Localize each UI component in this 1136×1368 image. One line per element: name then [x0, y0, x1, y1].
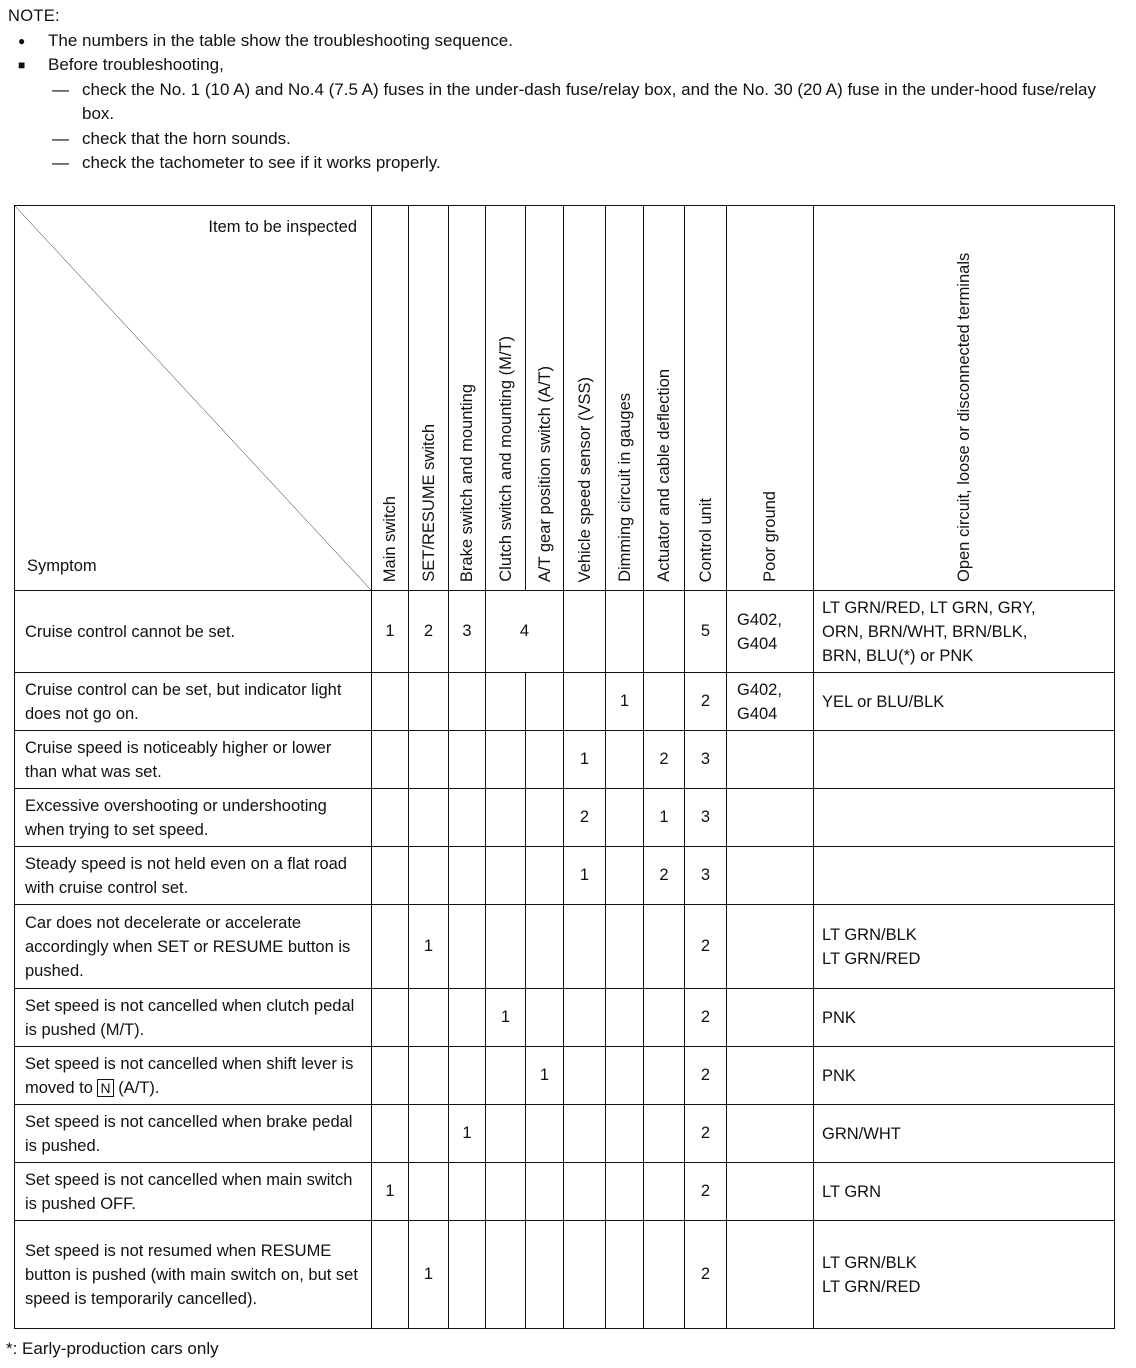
control-unit-cell: 3: [685, 847, 727, 905]
table-row: [15, 847, 1115, 905]
dash-icon: —: [52, 128, 69, 148]
header-dimming: Dimming circuit in gauges: [606, 206, 644, 591]
dimming-cell: [606, 905, 644, 989]
vss-cell: [564, 1163, 606, 1221]
corner-cell: [15, 206, 372, 591]
actuator-cell: [644, 1047, 685, 1105]
clutch-cell: [486, 1105, 526, 1163]
header-open-circuit: Open circuit, loose or disconnected terminals: [814, 206, 1115, 591]
main-switch-cell: 1: [372, 1163, 409, 1221]
symptom-cell: Cruise control cannot be set.: [15, 591, 372, 673]
header-poor-ground: Poor ground: [727, 206, 814, 591]
symptom-cell: Steady speed is not held even on a flat road with cruise control set.: [15, 847, 372, 905]
vss-cell: [564, 673, 606, 731]
note-check: — check the tachometer to see if it works properly.: [8, 151, 1128, 176]
main-switch-cell: [372, 989, 409, 1047]
set-resume-cell: [409, 847, 449, 905]
symptom-cell: Set speed is not resumed when RESUME button is pushed (with main switch on, but set speed is temporarily cancelled).: [15, 1221, 372, 1329]
brake-cell: [449, 905, 486, 989]
clutch-cell: [486, 731, 526, 789]
footnote: *: Early-production cars only: [6, 1339, 219, 1358]
clutch-at-cell: 4: [486, 591, 564, 673]
set-resume-cell: 2: [409, 591, 449, 673]
main-switch-cell: 1: [372, 591, 409, 673]
note-bullet: ● The numbers in the table show the troubleshooting sequence.: [8, 29, 1128, 54]
neutral-gear-box: N: [97, 1079, 113, 1097]
ground-cell: [727, 847, 814, 905]
dash-icon: —: [52, 79, 69, 99]
actuator-cell: [644, 989, 685, 1047]
actuator-cell: [644, 1221, 685, 1329]
vss-cell: 1: [564, 847, 606, 905]
clutch-cell: [486, 1221, 526, 1329]
at-gear-cell: [526, 847, 564, 905]
control-unit-cell: 2: [685, 1163, 727, 1221]
at-gear-cell: [526, 1221, 564, 1329]
ground-cell: [727, 1163, 814, 1221]
clutch-cell: 1: [486, 989, 526, 1047]
vss-cell: [564, 591, 606, 673]
dimming-cell: 1: [606, 673, 644, 731]
open-circuit-cell: LT GRN/RED, LT GRN, GRY, ORN, BRN/WHT, BRN/BLK, BRN, BLU(*) or PNK: [814, 591, 1115, 673]
open-circuit-cell: PNK: [814, 989, 1115, 1047]
vss-cell: [564, 905, 606, 989]
actuator-cell: [644, 905, 685, 989]
header-control-unit: Control unit: [685, 206, 727, 591]
vss-cell: [564, 1047, 606, 1105]
at-gear-cell: [526, 1163, 564, 1221]
dimming-cell: [606, 789, 644, 847]
clutch-cell: [486, 789, 526, 847]
set-resume-cell: [409, 731, 449, 789]
control-unit-cell: 2: [685, 673, 727, 731]
clutch-cell: [486, 905, 526, 989]
symptom-cell: Cruise control can be set, but indicator light does not go on.: [15, 673, 372, 731]
symptom-label: Symptom: [27, 557, 97, 575]
clutch-cell: [486, 1047, 526, 1105]
clutch-cell: [486, 847, 526, 905]
open-circuit-cell: [814, 731, 1115, 789]
vss-cell: [564, 1105, 606, 1163]
vss-cell: 1: [564, 731, 606, 789]
clutch-cell: [486, 1163, 526, 1221]
main-switch-cell: [372, 731, 409, 789]
header-brake: Brake switch and mounting: [449, 206, 486, 591]
dimming-cell: [606, 1221, 644, 1329]
control-unit-cell: 3: [685, 731, 727, 789]
dimming-cell: [606, 1047, 644, 1105]
table-row: [15, 905, 1115, 989]
at-gear-cell: [526, 905, 564, 989]
at-gear-cell: [526, 1105, 564, 1163]
at-gear-cell: [526, 673, 564, 731]
control-unit-cell: 5: [685, 591, 727, 673]
actuator-cell: 1: [644, 789, 685, 847]
actuator-cell: [644, 673, 685, 731]
at-gear-cell: [526, 731, 564, 789]
brake-cell: [449, 789, 486, 847]
control-unit-cell: 2: [685, 1105, 727, 1163]
ground-cell: [727, 1221, 814, 1329]
ground-cell: G402, G404: [727, 591, 814, 673]
brake-cell: [449, 847, 486, 905]
clutch-cell: [486, 673, 526, 731]
note-check: — check the No. 1 (10 A) and No.4 (7.5 A) fuses in the under-dash fuse/relay box, and the No. 30 (20 A) fuse in the under-hood fuse/relay box.: [52, 79, 1096, 123]
dimming-cell: [606, 1163, 644, 1221]
table-row: [15, 1047, 1115, 1105]
set-resume-cell: 1: [409, 905, 449, 989]
header-main-switch: Main switch: [372, 206, 409, 591]
set-resume-cell: 1: [409, 1221, 449, 1329]
ground-cell: [727, 989, 814, 1047]
symptom-cell: Cruise speed is noticeably higher or lower than what was set.: [15, 731, 372, 789]
bullet-icon: ●: [18, 33, 26, 48]
dimming-cell: [606, 731, 644, 789]
at-gear-cell: [526, 789, 564, 847]
main-switch-cell: [372, 905, 409, 989]
symptom-cell: Set speed is not cancelled when shift lever is moved to N (A/T).: [15, 1047, 372, 1105]
actuator-cell: 2: [644, 731, 685, 789]
item-inspected-label: Item to be inspected: [208, 218, 357, 236]
actuator-cell: [644, 1163, 685, 1221]
bullet-icon: ■: [18, 58, 26, 72]
symptom-cell: Car does not decelerate or accelerate accordingly when SET or RESUME button is pushed.: [15, 905, 372, 989]
open-circuit-cell: YEL or BLU/BLK: [814, 673, 1115, 731]
table-row: [15, 591, 1115, 673]
brake-cell: 3: [449, 591, 486, 673]
table-row: [15, 789, 1115, 847]
main-switch-cell: [372, 1047, 409, 1105]
set-resume-cell: [409, 1105, 449, 1163]
actuator-cell: [644, 591, 685, 673]
main-switch-cell: [372, 1105, 409, 1163]
vss-cell: [564, 1221, 606, 1329]
brake-cell: [449, 731, 486, 789]
note-section: [8, 4, 1128, 176]
open-circuit-cell: PNK: [814, 1047, 1115, 1105]
table-row: [15, 1163, 1115, 1221]
brake-cell: [449, 989, 486, 1047]
set-resume-cell: [409, 989, 449, 1047]
symptom-cell: Set speed is not cancelled when clutch pedal is pushed (M/T).: [15, 989, 372, 1047]
table-row: [15, 1105, 1115, 1163]
main-switch-cell: [372, 1221, 409, 1329]
header-clutch: Clutch switch and mounting (M/T): [486, 206, 526, 591]
vss-cell: [564, 989, 606, 1047]
main-switch-cell: [372, 789, 409, 847]
set-resume-cell: [409, 673, 449, 731]
vss-cell: 2: [564, 789, 606, 847]
brake-cell: [449, 673, 486, 731]
ground-cell: [727, 905, 814, 989]
set-resume-cell: [409, 1047, 449, 1105]
dimming-cell: [606, 591, 644, 673]
open-circuit-cell: LT GRN: [814, 1163, 1115, 1221]
header-actuator: Actuator and cable deflection: [644, 206, 685, 591]
note-bullet: ■ Before troubleshooting,: [8, 53, 1128, 78]
table-row: [15, 1221, 1115, 1329]
symptom-cell: Set speed is not cancelled when main switch is pushed OFF.: [15, 1163, 372, 1221]
open-circuit-cell: [814, 847, 1115, 905]
control-unit-cell: 2: [685, 1047, 727, 1105]
ground-cell: [727, 1047, 814, 1105]
brake-cell: 1: [449, 1105, 486, 1163]
actuator-cell: 2: [644, 847, 685, 905]
dash-icon: —: [52, 153, 69, 172]
header-set-resume: SET/RESUME switch: [409, 206, 449, 591]
set-resume-cell: [409, 1163, 449, 1221]
control-unit-cell: 2: [685, 905, 727, 989]
symptom-cell: Excessive overshooting or undershooting when trying to set speed.: [15, 789, 372, 847]
open-circuit-cell: [814, 789, 1115, 847]
open-circuit-cell: LT GRN/BLK LT GRN/RED: [814, 1221, 1115, 1329]
main-switch-cell: [372, 673, 409, 731]
dimming-cell: [606, 847, 644, 905]
brake-cell: [449, 1047, 486, 1105]
ground-cell: [727, 731, 814, 789]
header-row: [15, 206, 1115, 591]
dimming-cell: [606, 1105, 644, 1163]
header-vss: Vehicle speed sensor (VSS): [564, 206, 606, 591]
troubleshooting-table: [14, 205, 1115, 1329]
dimming-cell: [606, 989, 644, 1047]
ground-cell: G402, G404: [727, 673, 814, 731]
diagonal-line: [15, 206, 371, 590]
control-unit-cell: 3: [685, 789, 727, 847]
control-unit-cell: 2: [685, 1221, 727, 1329]
actuator-cell: [644, 1105, 685, 1163]
at-gear-cell: 1: [526, 1047, 564, 1105]
table-row: [15, 989, 1115, 1047]
ground-cell: [727, 1105, 814, 1163]
set-resume-cell: [409, 789, 449, 847]
symptom-cell: Set speed is not cancelled when brake pedal is pushed.: [15, 1105, 372, 1163]
brake-cell: [449, 1163, 486, 1221]
table-row: [15, 731, 1115, 789]
note-heading: NOTE:: [8, 7, 60, 25]
control-unit-cell: 2: [685, 989, 727, 1047]
at-gear-cell: [526, 989, 564, 1047]
note-check: — check that the horn sounds.: [8, 127, 1128, 152]
open-circuit-cell: GRN/WHT: [814, 1105, 1115, 1163]
brake-cell: [449, 1221, 486, 1329]
header-at-gear: A/T gear position switch (A/T): [526, 206, 564, 591]
table-row: [15, 673, 1115, 731]
main-switch-cell: [372, 847, 409, 905]
open-circuit-cell: LT GRN/BLK LT GRN/RED: [814, 905, 1115, 989]
ground-cell: [727, 789, 814, 847]
